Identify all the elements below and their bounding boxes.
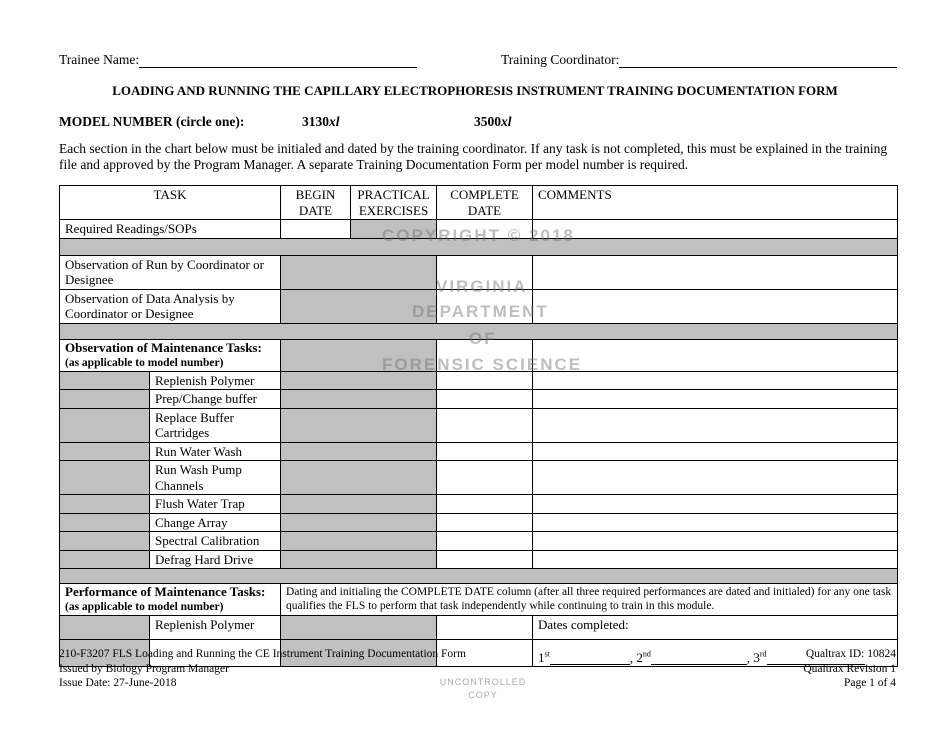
first-date-label [538,650,550,665]
maint-task-label: Replenish Polymer [150,371,281,390]
header-practical-exercises: PRACTICAL EXERCISES [351,186,437,220]
second-date-num: 2 [636,649,643,665]
maint-task-label: Replace Buffer Cartridges [150,408,281,442]
maint-task-label: Run Wash Pump Channels [150,461,281,495]
dates-completed-label: Dates completed: [538,617,629,632]
performance-maintenance-subtitle: (as applicable to model number) [65,601,224,613]
training-table [59,185,898,667]
indent-cell [60,390,150,409]
model-a-number: 3130 [302,114,329,129]
comments-cell[interactable] [533,532,898,551]
maint-task-label: Flush Water Trap [150,495,281,514]
begin-practical-disabled [281,495,437,514]
watermark-line-department: DEPARTMENT [412,302,549,321]
model-b-number: 3500 [474,114,501,129]
table-row [60,513,898,532]
complete-date-cell[interactable] [437,442,533,461]
footer-document-title: 210-F3207 FLS Loading and Running the CE Instrument Training Documentation Form [59,648,466,660]
footer-right [803,647,896,691]
second-date-sup: nd [642,649,651,659]
model-number-label: MODEL NUMBER (circle one): [59,114,245,129]
header-begin-date: BEGIN DATE [281,186,351,220]
third-date-label [753,650,766,665]
training-coordinator-field [501,52,897,68]
complete-date-cell[interactable] [437,550,533,569]
header-task: TASK [60,186,281,220]
comments-cell[interactable] [533,339,898,371]
watermark-line-of: OF [469,329,497,348]
model-option-3500[interactable] [474,114,512,130]
instructions-paragraph: Each section in the chart below must be initialed and dated by the training coordinator. If any task is not completed, this must be explained in the training file and approved by the Program Manager. A separate Training Documentation Form per model number is required. [59,141,888,172]
section-row [60,584,898,616]
copy-text: COPY [468,690,498,700]
complete-date-cell[interactable] [437,390,533,409]
performance-maintenance-title: Performance of Maintenance Tasks: [65,584,266,599]
comments-cell[interactable] [533,255,898,289]
comments-cell[interactable] [533,220,898,239]
footer-issued-by: Issued by Biology Program Manager [59,662,229,675]
complete-date-cell[interactable] [437,461,533,495]
comments-cell[interactable] [533,461,898,495]
observation-maintenance-subtitle: (as applicable to model number) [65,356,224,369]
begin-practical-disabled [281,408,437,442]
comments-cell[interactable] [533,289,898,323]
table-header-row [60,186,898,220]
trainee-name-field [59,52,417,68]
footer-page-number: Page 1 of 4 [843,677,896,689]
begin-practical-disabled [281,255,437,289]
copyright-watermark: COPYRIGHT © 2018 [382,226,575,245]
maint-task-label: Run Water Wash [150,442,281,461]
footer-left [59,647,466,691]
trainee-name-label: Trainee Name: [59,52,140,67]
form-title: LOADING AND RUNNING THE CAPILLARY ELECTROPHORESIS INSTRUMENT TRAINING DOCUMENTATION FORM [112,83,838,98]
indent-cell [60,532,150,551]
indent-cell [60,550,150,569]
dates-completed-lines: 1st , 2nd , 3rd [538,647,892,666]
comments-cell[interactable] [533,390,898,409]
maint-task-label: Prep/Change buffer [150,390,281,409]
maint-task-label: Spectral Calibration [150,532,281,551]
table-row [60,442,898,461]
begin-practical-disabled [281,442,437,461]
uncontrolled-text: UNCONTROLLED [439,677,527,687]
gray-separator [60,569,898,584]
model-b-suffix: xl [501,114,512,129]
footer-qualtrax-revision: Qualtrax Revision 1 [803,662,896,675]
task-required-readings: Required Readings/SOPs [60,220,281,239]
header-complete-date: COMPLETE DATE [437,186,533,220]
indent-cell [60,442,150,461]
table-row [60,408,898,442]
begin-date-cell[interactable] [281,220,351,239]
begin-practical-disabled [281,513,437,532]
second-date-line[interactable] [651,649,747,665]
footer-divider [59,639,897,640]
training-coordinator-label: Training Coordinator: [501,52,620,67]
table-row [60,495,898,514]
complete-date-cell[interactable] [437,513,533,532]
complete-date-cell[interactable] [437,495,533,514]
header-comments: COMMENTS [533,186,898,220]
begin-practical-disabled [281,461,437,495]
performance-note: Dating and initialing the COMPLETE DATE column (after all three required performances are dated and initialed) for any one task qualifies the FLS to perform that task independently while continuing to train in this module. [281,584,898,616]
first-date-sup: st [544,649,550,659]
performance-maintenance-heading [60,584,281,616]
indent-cell [60,371,150,390]
footer-qualtrax-id: Qualtrax ID: 10824 [805,648,896,660]
footer-issue-date: Issue Date: 27-June-2018 [59,677,177,689]
indent-cell [60,513,150,532]
comments-cell[interactable] [533,442,898,461]
comments-cell[interactable] [533,371,898,390]
comments-cell[interactable] [533,550,898,569]
indent-cell [60,408,150,442]
perf-task-label: Replenish Polymer [150,616,281,667]
watermark-line-forensic-science: FORENSIC SCIENCE [382,355,583,374]
maint-task-label: Change Array [150,513,281,532]
begin-practical-disabled [281,550,437,569]
watermark-line-virginia: VIRGINIA [436,277,528,296]
observation-maintenance-title: Observation of Maintenance Tasks: [65,339,262,355]
trainee-name-line[interactable] [139,52,417,68]
table-row [60,461,898,495]
complete-date-cell[interactable] [437,408,533,442]
maint-task-label: Defrag Hard Drive [150,550,281,569]
third-date-num: 3 [753,649,760,665]
indent-cell [60,495,150,514]
model-a-suffix: xl [329,114,340,129]
comments-cell[interactable] [533,408,898,442]
first-date-line[interactable] [550,649,630,665]
task-observation-run: Observation of Run by Coordinator or Designee [60,255,281,289]
uncontrolled-copy-stamp [433,676,533,702]
complete-date-cell[interactable] [437,532,533,551]
indent-cell [60,461,150,495]
separator-row [60,569,898,584]
second-date-label [636,650,651,665]
task-observation-data-analysis: Observation of Data Analysis by Coordinator or Designee [60,289,281,323]
comments-cell[interactable] [533,495,898,514]
observation-maintenance-heading [60,339,281,371]
begin-practical-disabled [281,390,437,409]
model-option-3130[interactable] [302,114,340,130]
table-row [60,550,898,569]
training-coordinator-line[interactable] [619,52,897,68]
comments-cell[interactable] [533,513,898,532]
table-row [60,532,898,551]
begin-practical-disabled [281,532,437,551]
first-date-num: 1 [538,649,545,665]
third-date-sup: rd [759,649,767,659]
table-row [60,390,898,409]
